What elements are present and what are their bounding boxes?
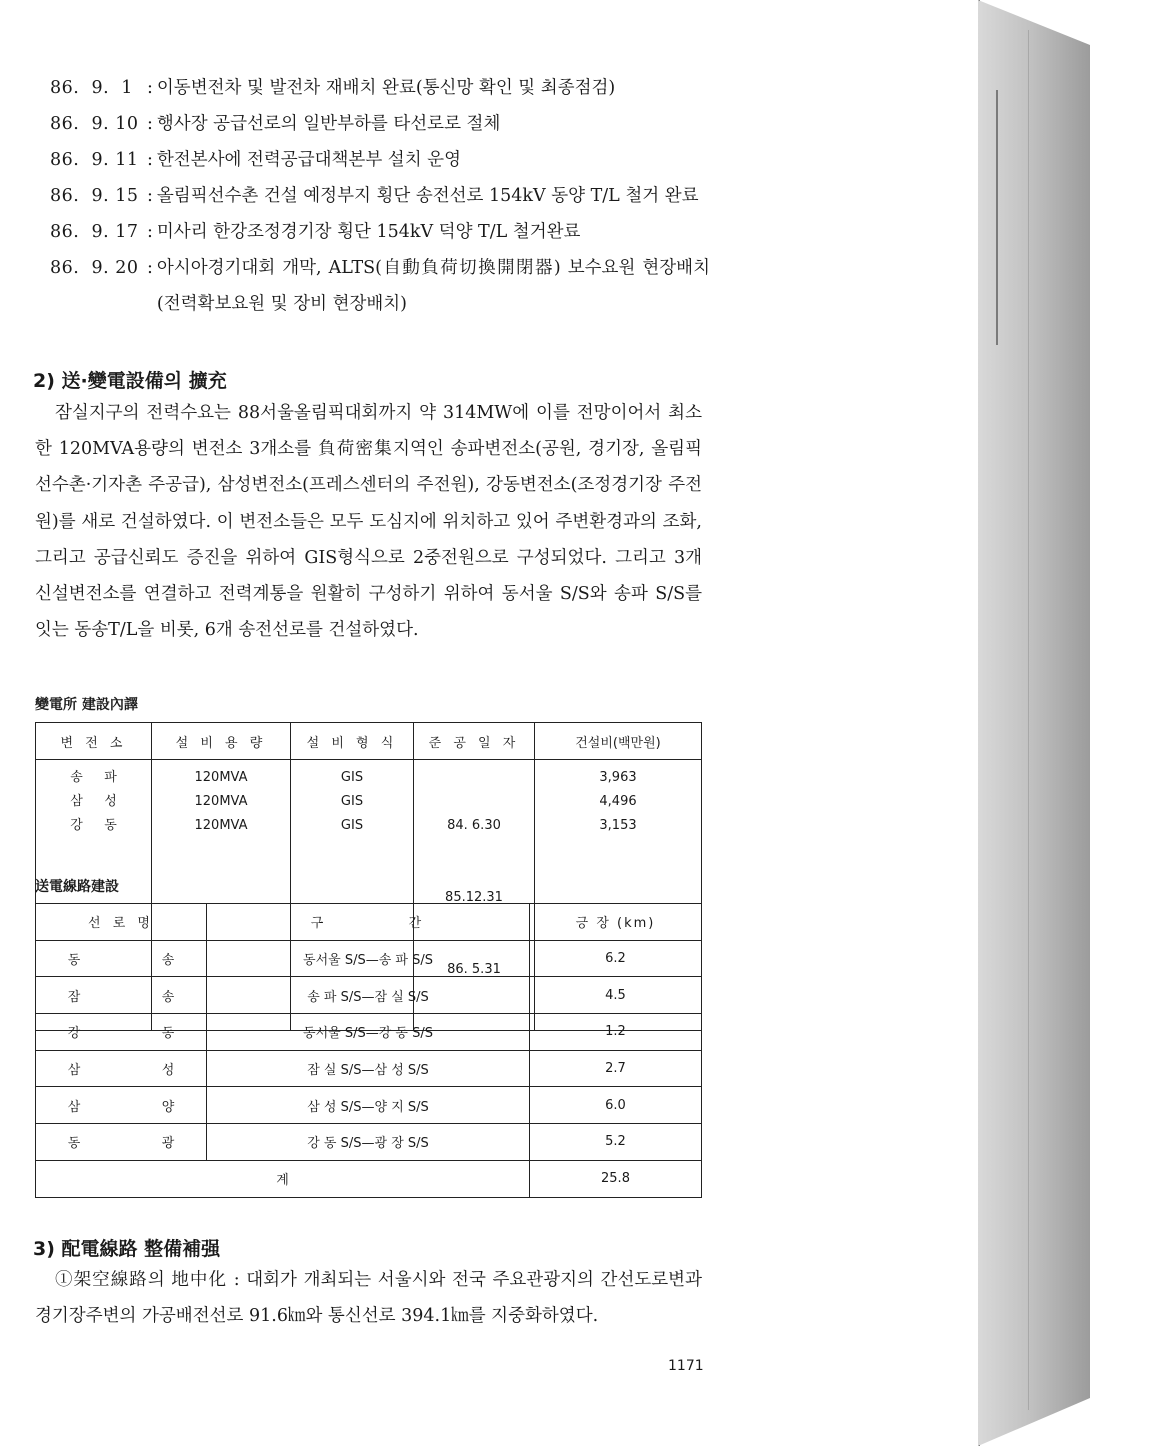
table-header-row — [36, 723, 702, 760]
table-cell: 6.0 — [530, 1087, 702, 1124]
transmission-table — [35, 903, 702, 1198]
table-row: 잠 송 송 파 S/S—잠 실 S/S 4.5 — [36, 977, 702, 1014]
table-cell: 5.2 — [530, 1124, 702, 1161]
table-row: 강 동 동서울 S/S—강 동 S/S 1.2 — [36, 1014, 702, 1051]
column-header: 설 비 형 식 — [291, 723, 414, 760]
table-row: 동 광 강 동 S/S—광 장 S/S 5.2 — [36, 1124, 702, 1161]
timeline-date: 86. 9. 11 — [50, 150, 139, 170]
table-cell: 4,496 — [599, 794, 637, 809]
timeline-list — [50, 70, 710, 322]
column-header: 건설비(백만원) — [535, 723, 702, 760]
timeline-text: 행사장 공급선로의 일반부하를 타선로로 절체 — [156, 114, 501, 134]
timeline-date: 86. 9. 15 — [50, 186, 139, 206]
timeline-text: 미사리 한강조정경기장 횡단 154kV 덕양 T/L 철거완료 — [156, 222, 581, 242]
table-cell: 동서울 S/S—송 파 S/S — [207, 940, 530, 977]
timeline-date: 86. 9. 17 — [50, 222, 139, 242]
timeline-row: 86. 9. 10 : 행사장 공급선로의 일반부하를 타선로로 절체 — [50, 106, 710, 142]
column-header: 긍 장 (km) — [530, 904, 702, 941]
table-cell: 120MVA — [194, 770, 248, 785]
table-total-row — [36, 1160, 702, 1197]
table-cell: 120MVA — [194, 818, 248, 833]
table-row: 삼 양 삼 성 S/S—양 지 S/S 6.0 — [36, 1087, 702, 1124]
table-cell: 잠 실 S/S—삼 성 S/S — [207, 1050, 530, 1087]
timeline-date: 86. 9. 1 — [50, 78, 133, 98]
section-2-heading: 2) 送·變電設備의 擴充 — [33, 370, 227, 392]
table-header-row — [36, 904, 702, 941]
column-header: 설 비 용 량 — [152, 723, 291, 760]
table-cell: 1.2 — [530, 1014, 702, 1051]
column-header: 준 공 일 자 — [414, 723, 535, 760]
timeline-row: 86. 9. 15 : 올림픽선수촌 건설 예정부지 횡단 송전선로 154kV 동양 T/L 철거 완료 — [50, 178, 710, 214]
timeline-date: 86. 9. 20 — [50, 258, 139, 278]
table-cell: 동서울 S/S—강 동 S/S — [207, 1014, 530, 1051]
total-value: 25.8 — [530, 1160, 702, 1197]
timeline-text: 이동변전차 및 발전차 재배치 완료(통신망 확인 및 최종점검) — [156, 78, 616, 98]
table-cell: 86. 5.31 — [447, 962, 501, 977]
table-cell: 3,963 — [599, 770, 637, 785]
section-3-paragraph: ①架空線路의 地中化 : 대회가 개최되는 서울시와 전국 주요관광지의 간선도로변과 경기장주변의 가공배전선로 91.6㎞와 통신선로 394.1㎞를 지중화하였다. — [35, 1270, 702, 1327]
timeline-text: 아시아경기대회 개막, ALTS(自動負荷切換開閉器) 보수요원 현장배치(전력확보요원 및 장비 현장배치) — [156, 258, 710, 314]
table-cell: 강 동 S/S—광 장 S/S — [207, 1124, 530, 1161]
table-cell: GIS — [340, 794, 364, 809]
timeline-row: 86. 9. 17 : 미사리 한강조정경기장 횡단 154kV 덕양 T/L 철거완료 — [50, 214, 710, 250]
table-cell: 3,153 — [599, 818, 637, 833]
table-cell: 4.5 — [530, 977, 702, 1014]
column-header: 변 전 소 — [36, 723, 152, 760]
section-3-heading: 3) 配電線路 整備補强 — [33, 1238, 221, 1260]
timeline-text: 올림픽선수촌 건설 예정부지 횡단 송전선로 154kV 동양 T/L 철거 완료 — [156, 186, 699, 206]
transmission-table-caption: 送電線路建設 — [35, 879, 119, 895]
table-cell: 6.2 — [530, 940, 702, 977]
table-cell: 84. 6.30 — [447, 818, 501, 833]
column-header: 구 간 — [207, 904, 530, 941]
table-cell: GIS — [340, 818, 364, 833]
timeline-row: 86. 9. 1 : 이동변전차 및 발전차 재배치 완료(통신망 확인 및 최종점검) — [50, 70, 710, 106]
table-cell: 송 파 S/S—잠 실 S/S — [207, 977, 530, 1014]
section-2-paragraph: 잠실지구의 전력수요는 88서울올림픽대회까지 약 314MW에 이를 전망이어서 최소한 120MVA용량의 변전소 3개소를 負荷密集지역인 송파변전소(공원, 경기장, 올림픽 선수촌·기자촌 주공급), 삼성변전소(프레스센터의 주전원), 강동변전소(조정경기장 주전원)를 새로 건설하였다. 이 변전소들은 모두 도심지에 위치하고 있어 주변환경과의 조화, 그리고 공급신뢰도 증진을 위하여 GIS형식으로 2중전원으로 구성되었다. 그리고 3개 신설변전소를 연결하고 전력계통을 원활히 구성하기 위하여 동서울 S/S와 송파 S/S를 잇는 동송T/L을 비롯, 6개 송전선로를 건설하였다. — [35, 403, 702, 641]
timeline-date: 86. 9. 10 — [50, 114, 139, 134]
book-page-edge — [978, 0, 1090, 1446]
table-row: 동 송 동서울 S/S—송 파 S/S 6.2 — [36, 940, 702, 977]
table-row: 삼 성 잠 실 S/S—삼 성 S/S 2.7 — [36, 1050, 702, 1087]
timeline-row: 86. 9. 11 : 한전본사에 전력공급대책본부 설치 운영 — [50, 142, 710, 178]
page-number: 1171 — [668, 1358, 704, 1374]
table-cell: GIS — [340, 770, 364, 785]
timeline-text: 한전본사에 전력공급대책본부 설치 운영 — [156, 150, 461, 170]
table-row: 송 파 삼 성 강 동 120MVA 120MVA 120MVA GIS GIS GIS 84. 6.30 85.12.31 86. 5.31 3,963 4,496 3,153 — [36, 760, 702, 1031]
timeline-row: 86. 9. 20 : 아시아경기대회 개막, ALTS(自動負荷切換開閉器) 보수요원 현장배치(전력확보요원 및 장비 현장배치) — [50, 250, 710, 322]
table-cell: 120MVA — [194, 794, 248, 809]
table-cell: 삼 성 S/S—양 지 S/S — [207, 1087, 530, 1124]
total-label: 계 — [36, 1160, 530, 1197]
column-header: 선 로 명 — [36, 904, 207, 941]
table-cell: 85.12.31 — [445, 890, 503, 905]
substation-table-caption: 變電所 建設內譯 — [35, 697, 138, 713]
table-cell: 2.7 — [530, 1050, 702, 1087]
